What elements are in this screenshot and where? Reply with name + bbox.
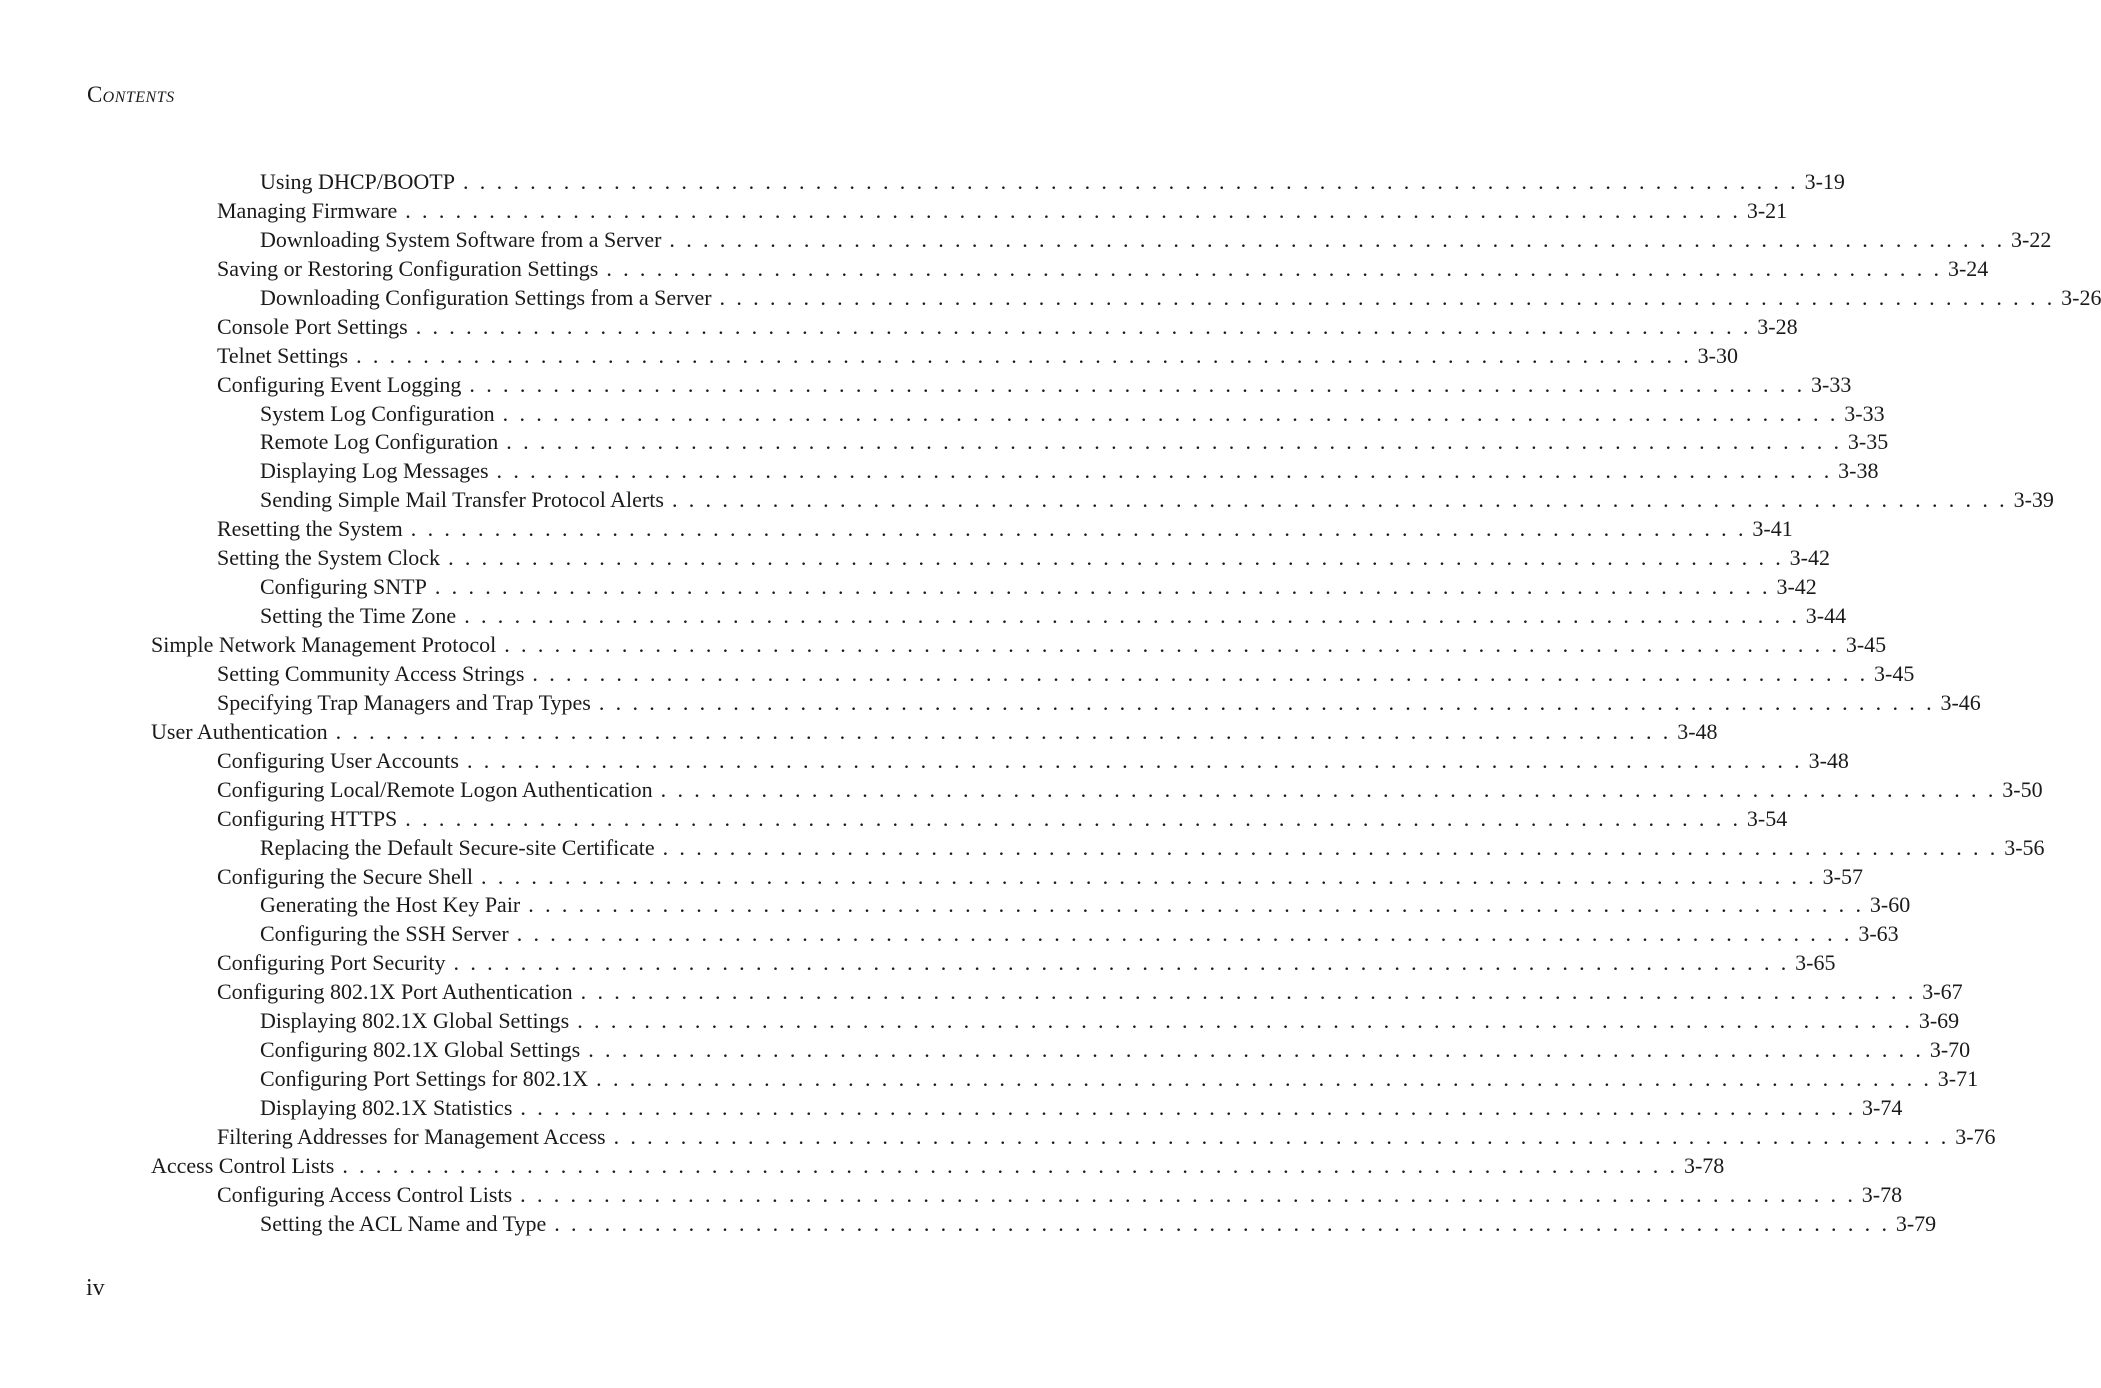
- toc-entry-page: 3-50: [1996, 775, 2042, 804]
- toc-entry-title: Configuring Event Logging: [217, 370, 469, 399]
- toc-entry[interactable]: [0, 601, 1847, 630]
- toc-entry-line: [260, 833, 2045, 862]
- dot-leader: . . . . . . . . . . . . . . . . . . . . . . . . . . . . . . . . . . . . . . . . . . . . . . . . . . . . . . . . . . . . . . . . . . . . . . . . . . . . . . . .: [356, 342, 1692, 368]
- toc-entry-title: Displaying 802.1X Global Settings: [260, 1006, 577, 1035]
- page-number: iv: [86, 1275, 105, 1301]
- toc-entry-line: [217, 543, 1830, 572]
- dot-leader: . . . . . . . . . . . . . . . . . . . . . . . . . . . . . . . . . . . . . . . . . . . . . . . . . . . . . . . . . . . . . . . . . . . . . . . . . . . . . . . .: [662, 834, 1999, 860]
- dot-leader: . . . . . . . . . . . . . . . . . . . . . . . . . . . . . . . . . . . . . . . . . . . . . . . . . . . . . . . . . . . . . . . . . . . . . . . . . . . . . . . .: [528, 892, 1864, 918]
- dot-leader: . . . . . . . . . . . . . . . . . . . . . . . . . . . . . . . . . . . . . . . . . . . . . . . . . . . . . . . . . . . . . . . . . . . . . . . . . . . . . . . .: [434, 574, 1771, 600]
- toc-entry-line: [217, 196, 1788, 225]
- toc-entry-line: [260, 456, 1879, 485]
- toc-entry-line: [151, 1151, 1725, 1180]
- toc-entry-page: 3-41: [1746, 514, 1792, 543]
- toc-entry-page: 3-78: [1678, 1151, 1724, 1180]
- toc-entry[interactable]: [0, 572, 1817, 601]
- toc-entry[interactable]: [0, 1093, 1903, 1122]
- toc-entry-title: Setting the ACL Name and Type: [260, 1209, 554, 1238]
- toc-entry-page: 3-70: [1924, 1035, 1970, 1064]
- toc-entry-title: Downloading System Software from a Server: [260, 225, 669, 254]
- toc-entry[interactable]: [0, 804, 1788, 833]
- toc-entry-page: 3-38: [1832, 456, 1878, 485]
- toc-entry[interactable]: [0, 919, 1899, 948]
- toc-entry-page: 3-30: [1692, 341, 1738, 370]
- dot-leader: . . . . . . . . . . . . . . . . . . . . . . . . . . . . . . . . . . . . . . . . . . . . . . . . . . . . . . . . . . . . . . . . . . . . . . . . . . . . . . . .: [596, 1066, 1932, 1092]
- toc-entry-page: 3-57: [1817, 862, 1863, 891]
- toc-entry-line: [260, 572, 1817, 601]
- toc-entry-title: Displaying Log Messages: [260, 456, 497, 485]
- toc-entry-title: Specifying Trap Managers and Trap Types: [217, 688, 599, 717]
- toc-entry-line: [260, 1035, 1971, 1064]
- dot-leader: . . . . . . . . . . . . . . . . . . . . . . . . . . . . . . . . . . . . . . . . . . . . . . . . . . . . . . . . . . . . . . . . . . . . . . . . . . . . . . . .: [506, 429, 1842, 455]
- dot-leader: . . . . . . . . . . . . . . . . . . . . . . . . . . . . . . . . . . . . . . . . . . . . . . . . . . . . . . . . . . . . . . . . . . . . . . . . . . . . . . . .: [588, 1037, 1924, 1063]
- dot-leader: . . . . . . . . . . . . . . . . . . . . . . . . . . . . . . . . . . . . . . . . . . . . . . . . . . . . . . . . . . . . . . . . . . . . . . . . . . . . . . . .: [504, 632, 1840, 657]
- dot-leader: . . . . . . . . . . . . . . . . . . . . . . . . . . . . . . . . . . . . . . . . . . . . . . . . . . . . . . . . . . . . . . . . . . . . . . . . . . . . . . . .: [671, 487, 2008, 513]
- dot-leader: . . . . . . . . . . . . . . . . . . . . . . . . . . . . . . . . . . . . . . . . . . . . . . . . . . . . . . . . . . . . . . . . . . . . . . . . . . . . . . . .: [598, 689, 1935, 715]
- toc-entry-title: Setting the System Clock: [217, 543, 448, 572]
- toc-entry-line: [217, 659, 1915, 688]
- toc-entry-page: 3-33: [1838, 399, 1884, 428]
- toc-entry-title: Sending Simple Mail Transfer Protocol Alerts: [260, 485, 672, 514]
- toc-entry-line: [217, 312, 1798, 341]
- toc-entry-line: [217, 948, 1836, 977]
- toc-entry-line: [260, 1006, 1960, 1035]
- toc-entry-line: [217, 775, 2043, 804]
- toc-entry-title: Configuring Port Security: [217, 948, 454, 977]
- toc-entry-page: 3-48: [1803, 746, 1849, 775]
- toc-entry-line: [260, 225, 2052, 254]
- toc-entry-title: Configuring the Secure Shell: [217, 862, 481, 891]
- dot-leader: . . . . . . . . . . . . . . . . . . . . . . . . . . . . . . . . . . . . . . . . . . . . . . . . . . . . . . . . . . . . . . . . . . . . . . . . . . . . . . . .: [577, 1008, 1913, 1034]
- toc-entry[interactable]: [0, 948, 1836, 977]
- dot-leader: . . . . . . . . . . . . . . . . . . . . . . . . . . . . . . . . . . . . . . . . . . . . . . . . . . . . . . . . . . . . . . . . . . . . . . . . . . . . . . . .: [462, 169, 1799, 194]
- toc-entry-page: 3-79: [1890, 1209, 1936, 1238]
- dot-leader: . . . . . . . . . . . . . . . . . . . . . . . . . . . . . . . . . . . . . . . . . . . . . . . . . . . . . . . . . . . . . . . . . . . . . . . . . . . . . . . .: [448, 545, 1784, 571]
- toc-entry-title: Simple Network Management Protocol: [151, 630, 504, 659]
- dot-leader: . . . . . . . . . . . . . . . . . . . . . . . . . . . . . . . . . . . . . . . . . . . . . . . . . . . . . . . . . . . . . . . . . . . . . . . . . . . . . . . .: [580, 979, 1917, 1005]
- toc-entry[interactable]: [0, 370, 1852, 399]
- toc-entry[interactable]: [0, 775, 2043, 804]
- toc-entry-title: Access Control Lists: [151, 1151, 342, 1180]
- toc-entry-page: 3-60: [1864, 890, 1910, 919]
- toc-entry-title: Downloading Configuration Settings from a Server: [260, 283, 720, 312]
- toc-entry-title: Configuring Port Settings for 802.1X: [260, 1064, 596, 1093]
- toc-entry-title: Replacing the Default Secure-site Certificate: [260, 833, 663, 862]
- toc-entry-page: 3-69: [1913, 1006, 1959, 1035]
- toc-entry-title: Telnet Settings: [217, 341, 356, 370]
- toc-entry[interactable]: [0, 862, 1863, 891]
- toc-entry-line: [260, 399, 1885, 428]
- toc-entry-line: [260, 427, 1889, 456]
- toc-entry-line: [217, 341, 1738, 370]
- toc-entry-page: 3-39: [2008, 485, 2054, 514]
- toc-entry-title: System Log Configuration: [260, 399, 503, 428]
- toc-entry-page: 3-28: [1751, 312, 1797, 341]
- toc-entry[interactable]: [0, 485, 2054, 514]
- dot-leader: . . . . . . . . . . . . . . . . . . . . . . . . . . . . . . . . . . . . . . . . . . . . . . . . . . . . . . . . . . . . . . . . . . . . . . . . . . . . . . . .: [405, 805, 1741, 831]
- toc-entry-line: [217, 746, 1849, 775]
- toc-entry-title: Console Port Settings: [217, 312, 416, 341]
- toc-entry-line: [217, 370, 1852, 399]
- toc-entry-title: Resetting the System: [217, 514, 411, 543]
- toc-entry-page: 3-74: [1856, 1093, 1902, 1122]
- toc-entry-page: 3-44: [1800, 601, 1846, 630]
- toc-entry-title: Configuring Local/Remote Logon Authentication: [217, 775, 661, 804]
- toc-entry-page: 3-46: [1934, 688, 1980, 717]
- toc-entry[interactable]: [0, 688, 1981, 717]
- toc-entry[interactable]: [0, 890, 1911, 919]
- toc-entry[interactable]: [0, 746, 1849, 775]
- running-head-rest: ONTENTS: [102, 89, 175, 106]
- toc-entry-page: 3-67: [1916, 977, 1962, 1006]
- toc-entry-line: [217, 254, 1989, 283]
- dot-leader: . . . . . . . . . . . . . . . . . . . . . . . . . . . . . . . . . . . . . . . . . . . . . . . . . . . . . . . . . . . . . . . . . . . . . . . . . . . . . . . .: [554, 1210, 1890, 1236]
- toc-entry-page: 3-42: [1770, 572, 1816, 601]
- toc-entry-page: 3-33: [1805, 370, 1851, 399]
- toc-entry-page: 3-42: [1784, 543, 1830, 572]
- toc-entry-page: 3-45: [1868, 659, 1914, 688]
- toc-entry[interactable]: [0, 630, 1887, 659]
- toc-entry[interactable]: [0, 456, 1879, 485]
- dot-leader: . . . . . . . . . . . . . . . . . . . . . . . . . . . . . . . . . . . . . . . . . . . . . . . . . . . . . . . . . . . . . . . . . . . . . . . . . . . . . . . .: [606, 255, 1942, 281]
- toc-entry-page: 3-35: [1842, 427, 1888, 456]
- toc-entry-title: Displaying 802.1X Statistics: [260, 1093, 520, 1122]
- toc-entry[interactable]: [0, 167, 1845, 196]
- toc-entry-title: Saving or Restoring Configuration Settings: [217, 254, 606, 283]
- toc-entry-page: 3-26: [2055, 283, 2101, 312]
- toc-entry[interactable]: [0, 717, 1718, 746]
- toc-entry[interactable]: [0, 1035, 1971, 1064]
- toc-entry-line: [260, 601, 1847, 630]
- dot-leader: . . . . . . . . . . . . . . . . . . . . . . . . . . . . . . . . . . . . . . . . . . . . . . . . . . . . . . . . . . . . . . . . . . . . . . . . . . . . . . . .: [669, 226, 2006, 252]
- toc-entry[interactable]: [0, 1122, 1996, 1151]
- toc-entry-title: Configuring 802.1X Port Authentication: [217, 977, 581, 1006]
- toc-entry[interactable]: [0, 283, 2101, 312]
- toc-entry-line: [217, 688, 1981, 717]
- toc-entry-line: [260, 485, 2054, 514]
- toc-entry-page: 3-54: [1741, 804, 1787, 833]
- toc-entry-page: 3-78: [1856, 1180, 1902, 1209]
- toc-entry-page: 3-76: [1949, 1122, 1995, 1151]
- toc-entry-line: [260, 167, 1845, 196]
- toc-entry-title: Setting the Time Zone: [260, 601, 464, 630]
- toc-entry-title: Configuring 802.1X Global Settings: [260, 1035, 588, 1064]
- toc-entry-title: Configuring the SSH Server: [260, 919, 517, 948]
- toc-entry-title: Configuring SNTP: [260, 572, 435, 601]
- running-head: [87, 82, 175, 108]
- toc-entry-title: Using DHCP/BOOTP: [260, 167, 463, 196]
- toc-entry-page: 3-56: [1998, 833, 2044, 862]
- toc-entry-page: 3-22: [2005, 225, 2051, 254]
- toc-entry[interactable]: [0, 833, 2045, 862]
- toc-entry-line: [151, 717, 1718, 746]
- dot-leader: . . . . . . . . . . . . . . . . . . . . . . . . . . . . . . . . . . . . . . . . . . . . . . . . . . . . . . . . . . . . . . . . . . . . . . . . . . . . . . . .: [466, 747, 1803, 773]
- dot-leader: . . . . . . . . . . . . . . . . . . . . . . . . . . . . . . . . . . . . . . . . . . . . . . . . . . . . . . . . . . . . . . . . . . . . . . . . . . . . . . . .: [415, 313, 1752, 339]
- toc-entry[interactable]: [0, 659, 1915, 688]
- toc-entry[interactable]: [0, 1006, 1960, 1035]
- toc-entry-title: Configuring HTTPS: [217, 804, 405, 833]
- toc-entry-line: [260, 1209, 1937, 1238]
- dot-leader: . . . . . . . . . . . . . . . . . . . . . . . . . . . . . . . . . . . . . . . . . . . . . . . . . . . . . . . . . . . . . . . . . . . . . . . . . . . . . . . .: [613, 1123, 1950, 1149]
- toc-entry-page: 3-48: [1671, 717, 1717, 746]
- dot-leader: . . . . . . . . . . . . . . . . . . . . . . . . . . . . . . . . . . . . . . . . . . . . . . . . . . . . . . . . . . . . . . . . . . . . . . . . . . . . . . . .: [516, 921, 1853, 947]
- toc-entry-page: 3-21: [1741, 196, 1787, 225]
- dot-leader: . . . . . . . . . . . . . . . . . . . . . . . . . . . . . . . . . . . . . . . . . . . . . . . . . . . . . . . . . . . . . . . . . . . . . . . . . . . . . . . .: [405, 197, 1741, 223]
- toc-entry-title: Generating the Host Key Pair: [260, 890, 528, 919]
- toc-entry[interactable]: [0, 514, 1793, 543]
- toc-entry[interactable]: [0, 543, 1830, 572]
- dot-leader: . . . . . . . . . . . . . . . . . . . . . . . . . . . . . . . . . . . . . . . . . . . . . . . . . . . . . . . . . . . . . . . . . . . . . . . . . . . . . . . .: [532, 660, 1869, 686]
- toc-entry-title: Configuring Access Control Lists: [217, 1180, 520, 1209]
- toc-entry-line: [217, 1122, 1996, 1151]
- dot-leader: . . . . . . . . . . . . . . . . . . . . . . . . . . . . . . . . . . . . . . . . . . . . . . . . . . . . . . . . . . . . . . . . . . . . . . . . . . . . . . . .: [464, 603, 1800, 629]
- toc-entry[interactable]: [0, 312, 1798, 341]
- toc-entry-line: [260, 1064, 1979, 1093]
- toc-entry-line: [260, 919, 1899, 948]
- dot-leader: . . . . . . . . . . . . . . . . . . . . . . . . . . . . . . . . . . . . . . . . . . . . . . . . . . . . . . . . . . . . . . . . . . . . . . . . . . . . . . . .: [335, 718, 1672, 744]
- toc-entry-title: User Authentication: [151, 717, 336, 746]
- toc-entry[interactable]: [0, 427, 1889, 456]
- toc-entry-page: 3-45: [1840, 630, 1886, 659]
- toc-entry-page: 3-63: [1852, 919, 1898, 948]
- toc-entry[interactable]: [0, 196, 1788, 225]
- dot-leader: . . . . . . . . . . . . . . . . . . . . . . . . . . . . . . . . . . . . . . . . . . . . . . . . . . . . . . . . . . . . . . . . . . . . . . . . . . . . . . . .: [410, 516, 1747, 542]
- dot-leader: . . . . . . . . . . . . . . . . . . . . . . . . . . . . . . . . . . . . . . . . . . . . . . . . . . . . . . . . . . . . . . . . . . . . . . . . . . . . . . . .: [481, 863, 1817, 889]
- dot-leader: . . . . . . . . . . . . . . . . . . . . . . . . . . . . . . . . . . . . . . . . . . . . . . . . . . . . . . . . . . . . . . . . . . . . . . . . . . . . . . . .: [520, 1181, 1856, 1207]
- toc-entry-line: [260, 283, 2101, 312]
- toc-entry-line: [217, 804, 1788, 833]
- dot-leader: . . . . . . . . . . . . . . . . . . . . . . . . . . . . . . . . . . . . . . . . . . . . . . . . . . . . . . . . . . . . . . . . . . . . . . . . . . . . . . . .: [453, 950, 1790, 976]
- toc-entry-title: Setting Community Access Strings: [217, 659, 532, 688]
- toc-entry[interactable]: [0, 1209, 1937, 1238]
- toc-entry-title: Configuring User Accounts: [217, 746, 467, 775]
- toc-entry-line: [217, 1180, 1903, 1209]
- toc-entry[interactable]: [0, 399, 1885, 428]
- toc-entry-line: [260, 1093, 1903, 1122]
- toc-entry-line: [151, 630, 1887, 659]
- toc-entry-line: [217, 862, 1863, 891]
- table-of-contents: [0, 167, 2101, 1238]
- dot-leader: . . . . . . . . . . . . . . . . . . . . . . . . . . . . . . . . . . . . . . . . . . . . . . . . . . . . . . . . . . . . . . . . . . . . . . . . . . . . . . . .: [502, 400, 1839, 426]
- toc-entry-page: 3-65: [1789, 948, 1835, 977]
- dot-leader: . . . . . . . . . . . . . . . . . . . . . . . . . . . . . . . . . . . . . . . . . . . . . . . . . . . . . . . . . . . . . . . . . . . . . . . . . . . . . . . .: [520, 1095, 1856, 1120]
- toc-entry-page: 3-71: [1932, 1064, 1978, 1093]
- toc-entry-title: Remote Log Configuration: [260, 427, 506, 456]
- toc-entry[interactable]: [0, 1151, 1725, 1180]
- dot-leader: . . . . . . . . . . . . . . . . . . . . . . . . . . . . . . . . . . . . . . . . . . . . . . . . . . . . . . . . . . . . . . . . . . . . . . . . . . . . . . . .: [469, 371, 1806, 397]
- dot-leader: . . . . . . . . . . . . . . . . . . . . . . . . . . . . . . . . . . . . . . . . . . . . . . . . . . . . . . . . . . . . . . . . . . . . . . . . . . . . . . . .: [660, 776, 1997, 802]
- toc-entry[interactable]: [0, 341, 1738, 370]
- toc-entry[interactable]: [0, 254, 1989, 283]
- toc-entry-page: 3-24: [1942, 254, 1988, 283]
- toc-entry[interactable]: [0, 1180, 1903, 1209]
- dot-leader: . . . . . . . . . . . . . . . . . . . . . . . . . . . . . . . . . . . . . . . . . . . . . . . . . . . . . . . . . . . . . . . . . . . . . . . . . . . . . . . .: [496, 458, 1833, 484]
- dot-leader: . . . . . . . . . . . . . . . . . . . . . . . . . . . . . . . . . . . . . . . . . . . . . . . . . . . . . . . . . . . . . . . . . . . . . . . . . . . . . . . .: [719, 284, 2056, 310]
- toc-entry-line: [217, 514, 1793, 543]
- toc-entry-title: Filtering Addresses for Management Access: [217, 1122, 614, 1151]
- toc-entry[interactable]: [0, 977, 1963, 1006]
- toc-entry-line: [260, 890, 1911, 919]
- toc-entry[interactable]: [0, 1064, 1979, 1093]
- toc-entry[interactable]: [0, 225, 2052, 254]
- toc-entry-title: Managing Firmware: [217, 196, 405, 225]
- dot-leader: . . . . . . . . . . . . . . . . . . . . . . . . . . . . . . . . . . . . . . . . . . . . . . . . . . . . . . . . . . . . . . . . . . . . . . . . . . . . . . . .: [342, 1152, 1678, 1178]
- toc-entry-line: [217, 977, 1963, 1006]
- running-head-initial: C: [87, 82, 103, 107]
- toc-entry-page: 3-19: [1799, 167, 1845, 196]
